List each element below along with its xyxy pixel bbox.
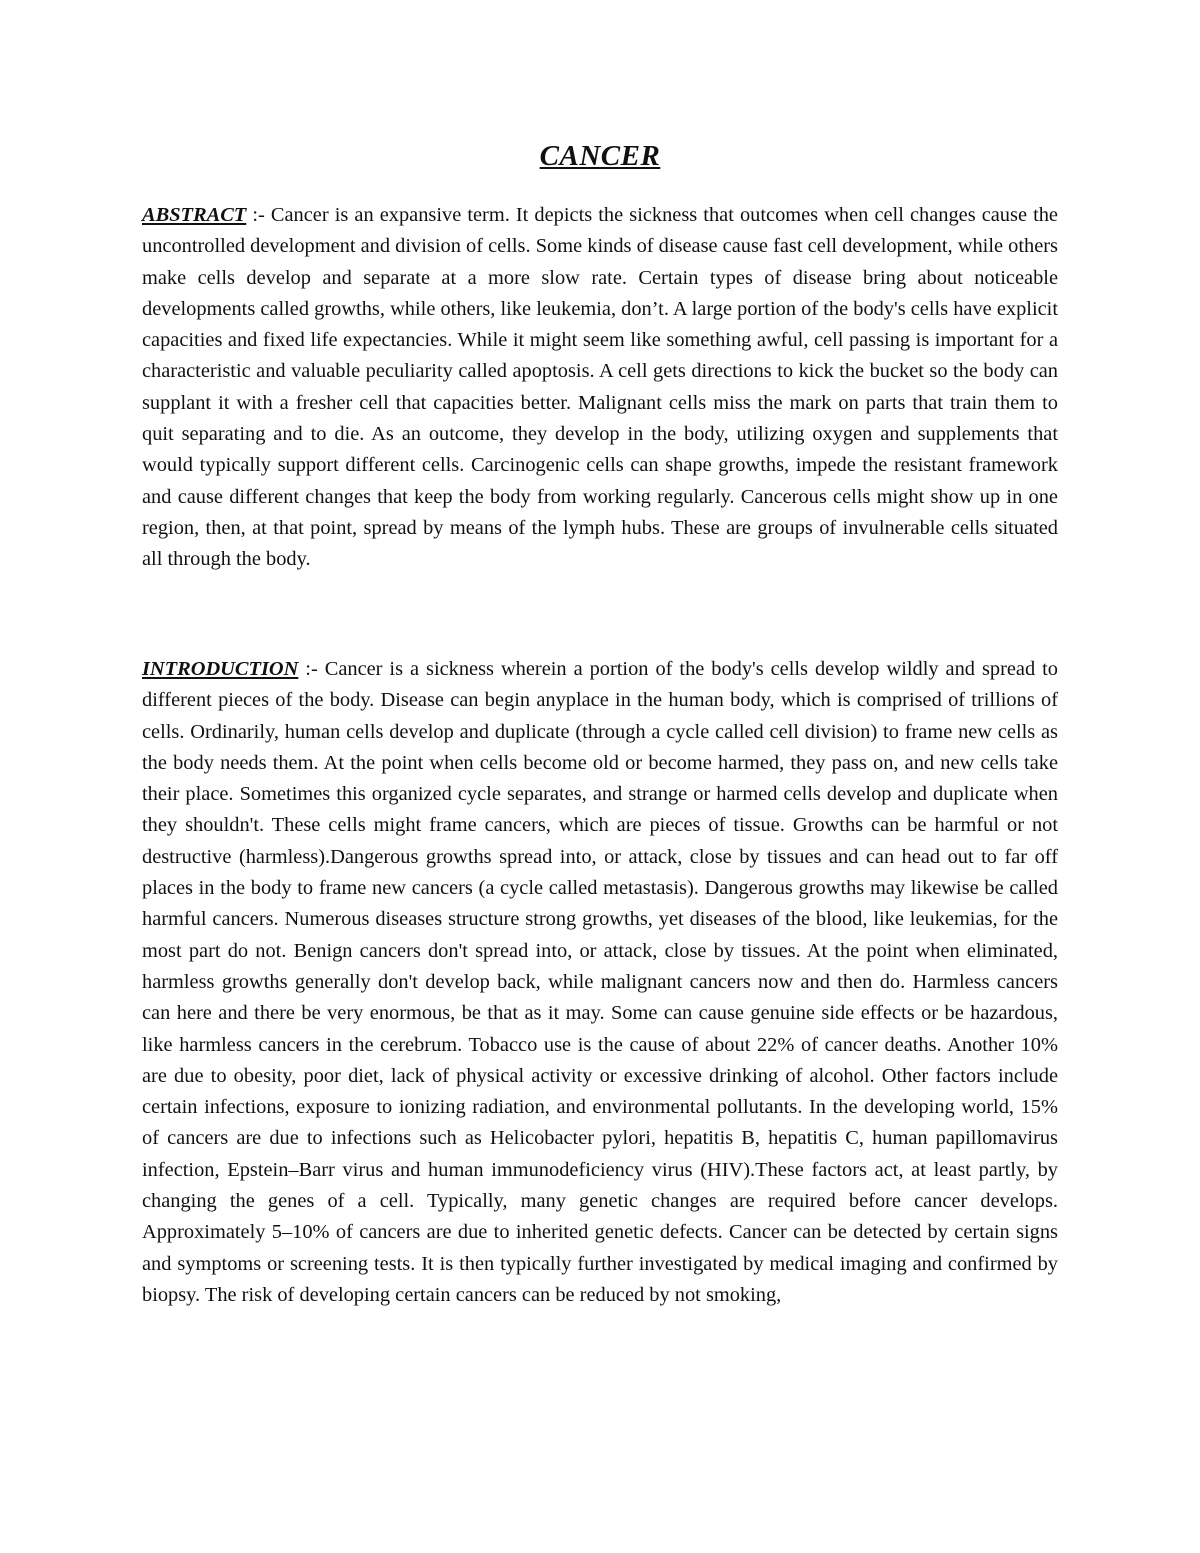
introduction-section	[142, 654, 1058, 1311]
introduction-heading: INTRODUCTION	[142, 658, 299, 680]
abstract-separator: :-	[246, 204, 271, 226]
introduction-separator: :-	[298, 658, 325, 680]
abstract-heading: ABSTRACT	[142, 204, 247, 226]
abstract-section	[142, 200, 1058, 576]
introduction-body: Cancer is a sickness wherein a portion of the body's cells develop wildly and spread to different pieces of the body. Disease can begin anyplace in the human body, which is comprised of trillions of cells. Ordinarily, human cells develop and duplicate (through a cycle called cell division) to frame new cells as the body needs them. At the point when cells become old or become harmed, they pass on, and new cells take their place. Sometimes this organized cycle separates, and strange or harmed cells develop and duplicate when they shouldn't. These cells might frame cancers, which are pieces of tissue. Growths can be harmful or not destructive (harmless).Dangerous growths spread into, or attack, close by tissues and can head out to far off places in the body to frame new cancers (a cycle called metastasis). Dangerous growths may likewise be called harmful cancers. Numerous diseases structure strong growths, yet diseases of the blood, like leukemias, for the most part do not. Benign cancers don't spread into, or attack, close by tissues. At the point when eliminated, harmless growths generally don't develop back, while malignant cancers now and then do. Harmless cancers can here and there be very enormous, be that as it may. Some can cause genuine side effects or be hazardous, like harmless cancers in the cerebrum. Tobacco use is the cause of about 22% of cancer deaths. Another 10% are due to obesity, poor diet, lack of physical activity or excessive drinking of alcohol. Other factors include certain infections, exposure to ionizing radiation, and environmental pollutants. In the developing world, 15% of cancers are due to infections such as Helicobacter pylori, hepatitis B, hepatitis C, human papillomavirus infection, Epstein–Barr virus and human immunodeficiency virus (HIV).These factors act, at least partly, by changing the genes of a cell. Typically, many genetic changes are required before cancer develops. Approximately 5–10% of cancers are due to inherited genetic defects. Cancer can be detected by certain signs and symptoms or screening tests. It is then typically further investigated by medical imaging and confirmed by biopsy. The risk of developing certain cancers can be reduced by not smoking,	[142, 658, 1058, 1306]
document-title: CANCER	[539, 140, 661, 172]
abstract-body: Cancer is an expansive term. It depicts the sickness that outcomes when cell changes cause the uncontrolled development and division of cells. Some kinds of disease cause fast cell development, while others make cells develop and separate at a more slow rate. Certain types of disease bring about noticeable developments called growths, while others, like leukemia, don’t. A large portion of the body's cells have explicit capacities and fixed life expectancies. While it might seem like something awful, cell passing is important for a characteristic and valuable peculiarity called apoptosis. A cell gets directions to kick the bucket so the body can supplant it with a fresher cell that capacities better. Malignant cells miss the mark on parts that train them to quit separating and to die. As an outcome, they develop in the body, utilizing oxygen and supplements that would typically support different cells. Carcinogenic cells can shape growths, impede the resistant framework and cause different changes that keep the body from working regularly. Cancerous cells might show up in one region, then, at that point, spread by means of the lymph hubs. These are groups of invulnerable cells situated all through the body.	[142, 204, 1058, 571]
